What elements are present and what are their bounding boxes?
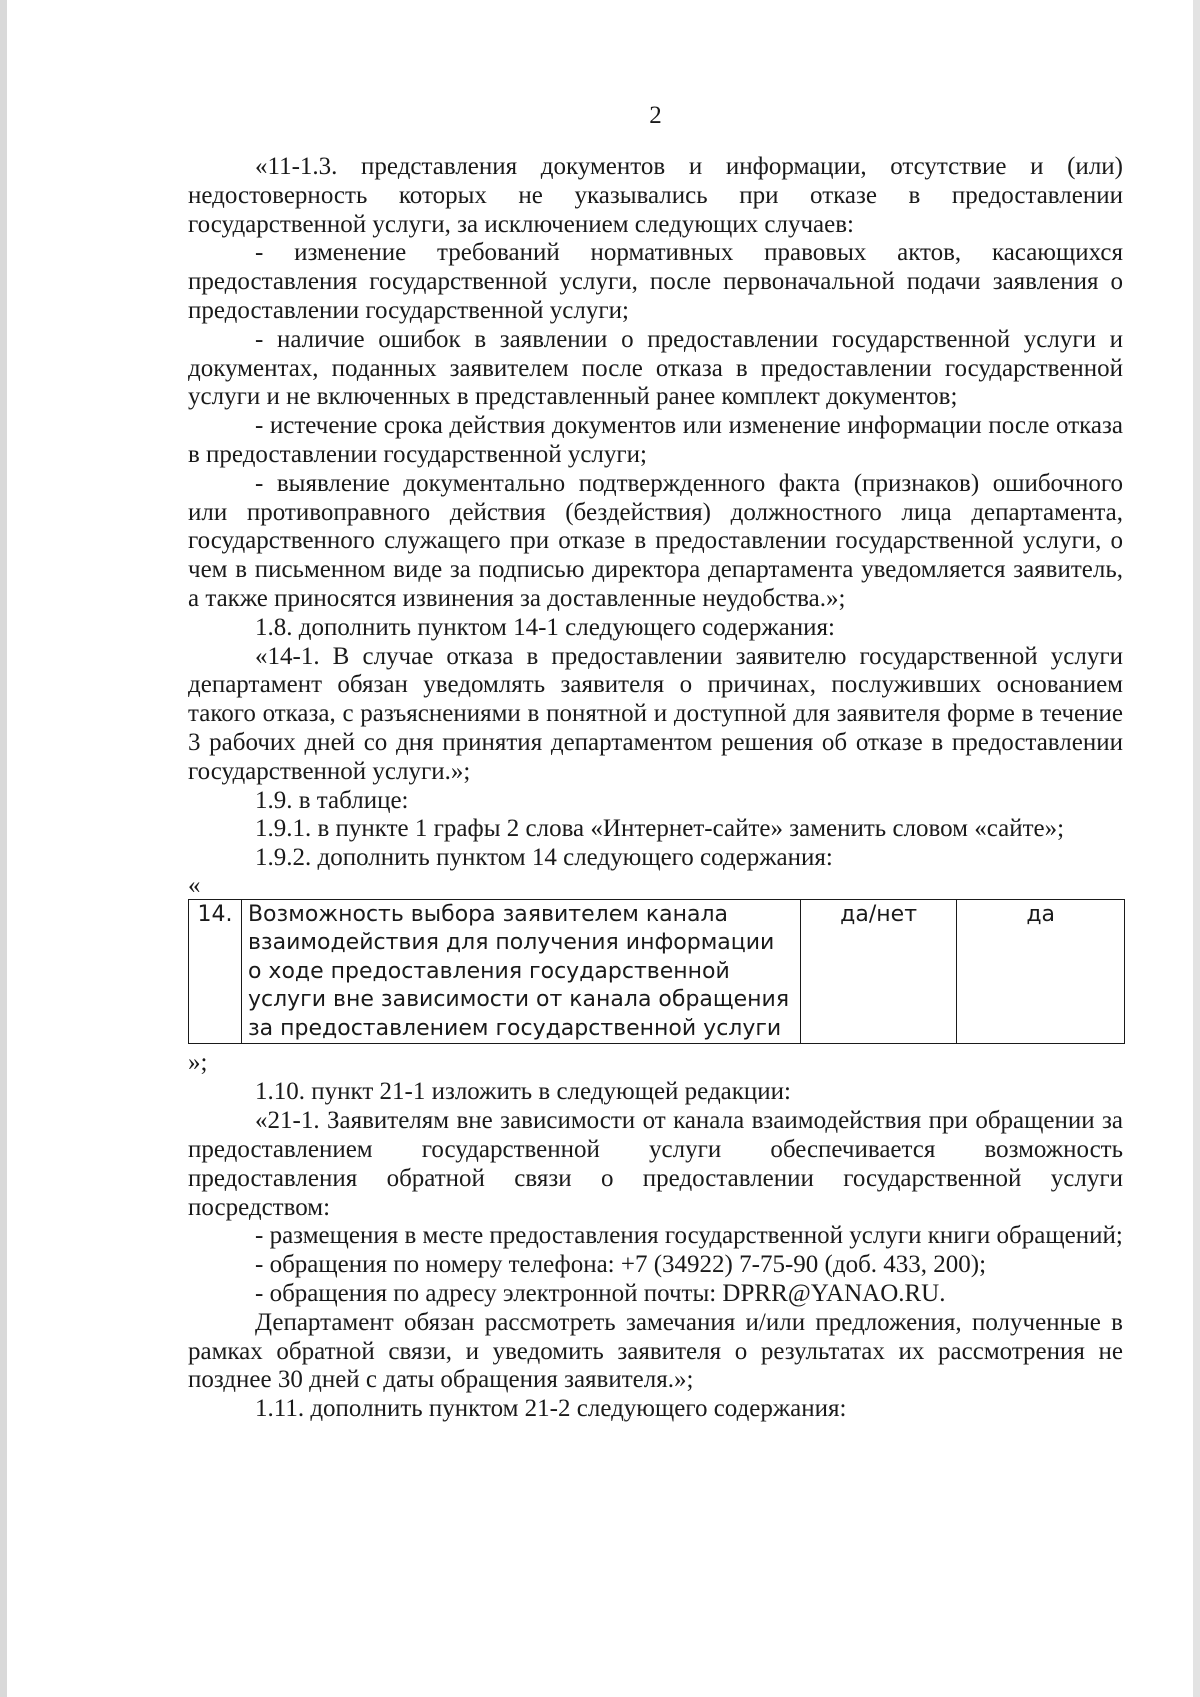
table-row — [189, 899, 1125, 1044]
list-item-book: - размещения в месте предоставления государственной услуги книги обращений; — [255, 1222, 1123, 1250]
scan-left-edge — [0, 0, 7, 1697]
paragraph-1-10: 1.10. пункт 21-1 изложить в следующей редакции: — [255, 1078, 791, 1106]
list-item-email: - обращения по адресу электронной почты: DPRR@YANAO.RU. — [255, 1280, 946, 1307]
paragraph-11-1-3: «11-1.3. представления документов и информации, отсутствие и (или) недостоверность которых не указывались при отказе в предоставлении государственной услуги, за исключением следующих случаев: — [188, 153, 1123, 238]
table-close-quote: »; — [188, 1049, 208, 1077]
paragraph-department-obligation: Департамент обязан рассмотреть замечания и/или предложения, полученные в рамках обратной связи, и уведомить заявителя о результатах их рассмотрения не позднее 30 дней с даты обращения заявителя.»; — [188, 1308, 1123, 1394]
scan-right-edge — [1193, 0, 1200, 1697]
paragraph-1-8: 1.8. дополнить пунктом 14-1 следующего содержания: — [255, 613, 835, 641]
row-number: 14. — [189, 899, 242, 1044]
paragraph-14-1: «14-1. В случае отказа в предоставлении заявителю государственной услуги департамент обязан уведомлять заявителя о причинах, послуживших основанием такого отказа, с разъяснениями в понятной и доступной для заявителя форме в течение 3 рабочих дней со дня принятия департаментом решения об отказе в предоставлении государственной услуги.»; — [188, 642, 1123, 785]
list-item-phone: - обращения по номеру телефона: +7 (34922) 7-75-90 (доб. 433, 200); — [255, 1251, 987, 1279]
amendment-table — [188, 899, 1125, 1045]
page-number: 2 — [649, 102, 662, 129]
paragraph-21-1: «21-1. Заявителям вне зависимости от канала взаимодействия при обращении за предоставлением государственной услуги обеспечивается возможность предоставления обратной связи о предоставлении государственной услуги посредством: — [188, 1107, 1123, 1221]
row-value: да — [957, 899, 1125, 1044]
row-description: Возможность выбора заявителем канала взаимодействия для получения информации о ходе предоставления государственной услуги вне зависимости от канала обращения за предоставлением государственной услуги — [241, 899, 800, 1044]
list-item-errors: - наличие ошибок в заявлении о предоставлении государственной услуги и документах, поданных заявителем после отказа в предоставлении государственной услуги и не включенных в представленный ранее комплект документов; — [188, 325, 1123, 411]
paragraph-1-9-2: 1.9.2. дополнить пунктом 14 следующего содержания: — [255, 844, 833, 872]
document-body — [188, 153, 1123, 1424]
paragraph-1-9-1: 1.9.1. в пункте 1 графы 2 слова «Интернет-сайте» заменить словом «сайте»; — [255, 815, 1065, 843]
paragraph-1-11: 1.11. дополнить пунктом 21-2 следующего содержания: — [255, 1395, 847, 1423]
list-item-requirements-change: - изменение требований нормативных правовых актов, касающихся предоставления государственной услуги, после первоначальной подачи заявления о предоставлении государственной услуги; — [188, 239, 1123, 324]
row-unit: да/нет — [800, 899, 957, 1044]
paragraph-1-9: 1.9. в таблице: — [255, 786, 409, 814]
table-open-quote: « — [188, 871, 201, 899]
list-item-misconduct: - выявление документально подтвержденного факта (признаков) ошибочного или противоправного действия (бездействия) должностного лица департамента, государственного служащего при отказе в предоставлении государственной услуги, о чем в письменном виде за подписью директора департамента уведомляется заявитель, а также приносятся извинения за доставленные неудобства.»; — [188, 469, 1123, 612]
list-item-expiry: - истечение срока действия документов или изменение информации после отказа в предоставлении государственной услуги; — [188, 412, 1123, 468]
